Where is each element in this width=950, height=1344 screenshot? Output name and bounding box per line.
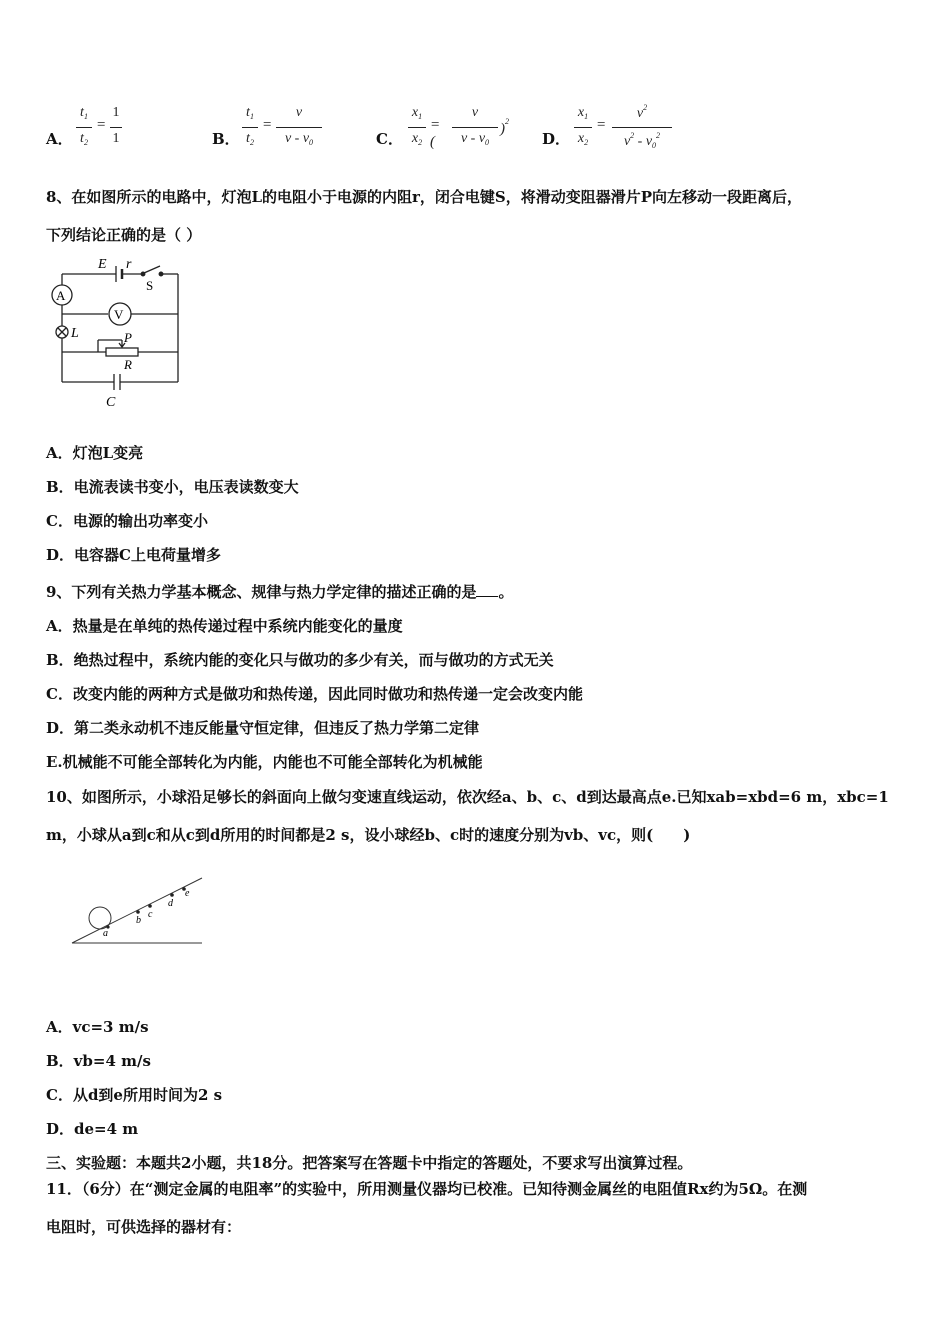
section3-heading: 三、实验题：本题共2小题，共18分。把答案写在答题卡中指定的答题处，不要求写出演算过程。 xyxy=(46,1154,693,1172)
circuit-label-E: E xyxy=(98,257,107,272)
q7-option-a-label: A． xyxy=(46,130,73,148)
q9-stem-end: 。 xyxy=(498,583,514,601)
q7-option-b-label: B． xyxy=(212,130,240,148)
q9-option-c: C．改变内能的两种方式是做功和热传递，因此同时做功和热传递一定会改变内能 xyxy=(46,685,583,703)
circuit-label-R: R xyxy=(124,357,132,372)
q10-option-b: B．vb=4 m/s xyxy=(46,1052,151,1070)
q10-option-c: C．从d到e所用时间为2 s xyxy=(46,1086,223,1104)
q8-option-c: C．电源的输出功率变小 xyxy=(46,512,208,530)
q10-stem-line1: 10、如图所示，小球沿足够长的斜面向上做匀变速直线运动，依次经a、b、c、d到达最高点e.已知xab=xbd=6 m，xbc=1 xyxy=(46,788,889,806)
q7-options: A． $t_1$ $t_2$ = 1 1 B． $t_1$ $t_2$ = v v - $v_0$ C． $x_1$ $x_2$ =( v v - $v_0$ )$^2$ D． $x_1$ $x_2$ = $v^2$ $v^2 - v_0^2$ xyxy=(46,100,906,160)
q9-option-a: A．热量是在单纯的热传递过程中系统内能变化的量度 xyxy=(46,617,403,635)
q10-option-d: D．de=4 m xyxy=(46,1120,139,1138)
circuit-label-V: V xyxy=(114,307,124,322)
circuit-label-C: C xyxy=(106,395,116,410)
incline-label-e: e xyxy=(185,888,190,899)
q10-incline-diagram xyxy=(66,868,216,950)
q11-stem-line1: 11．（6分）在“测定金属的电阻率”的实验中，所用测量仪器均已校准。已知待测金属丝的电阻值Rx约为5Ω。在测 xyxy=(46,1180,808,1198)
q8-option-a: A．灯泡L变亮 xyxy=(46,444,144,462)
q10-stem-line2: m，小球从a到c和从c到d所用的时间都是2 s，设小球经b、c时的速度分别为vb、vc，则( ) xyxy=(46,826,691,844)
incline-label-d: d xyxy=(168,898,173,909)
q11-stem-line2: 电阻时，可供选择的器材有： xyxy=(46,1218,242,1236)
q8-stem-line2: 下列结论正确的是（ ） xyxy=(46,226,202,244)
q9-stem: 9、下列有关热力学基本概念、规律与热力学定律的描述正确的是 xyxy=(46,583,477,601)
incline-label-b: b xyxy=(136,915,141,926)
q8-stem-line1: 8、在如图所示的电路中，灯泡L的电阻小于电源的内阻r，闭合电键S，将滑动变阻器滑片P向左移动一段距离后， xyxy=(46,188,803,206)
circuit-label-S: S xyxy=(146,278,154,293)
incline-label-a: a xyxy=(103,928,108,939)
q9-stem-line xyxy=(46,581,513,602)
q9-option-e: E.机械能不可能全部转化为内能，内能也不可能全部转化为机械能 xyxy=(46,753,483,771)
incline-label-c: c xyxy=(148,909,153,920)
q10-option-a: A．vc=3 m/s xyxy=(46,1018,149,1036)
circuit-label-P: P xyxy=(124,330,132,345)
q9-answer-blank xyxy=(476,584,498,597)
q7-option-c-label: C． xyxy=(376,130,403,148)
q7-option-d-label: D． xyxy=(542,130,571,148)
circuit-label-A: A xyxy=(56,288,66,303)
q9-option-b: B．绝热过程中，系统内能的变化只与做功的多少有关，而与做功的方式无关 xyxy=(46,651,554,669)
circuit-label-r: r xyxy=(126,257,132,272)
q8-circuit-diagram xyxy=(46,252,196,412)
circuit-label-L: L xyxy=(71,326,79,341)
q8-option-b: B．电流表读书变小，电压表读数变大 xyxy=(46,478,299,496)
q9-option-d: D．第二类永动机不违反能量守恒定律，但违反了热力学第二定律 xyxy=(46,719,480,737)
q8-option-d: D．电容器C上电荷量增多 xyxy=(46,546,221,564)
